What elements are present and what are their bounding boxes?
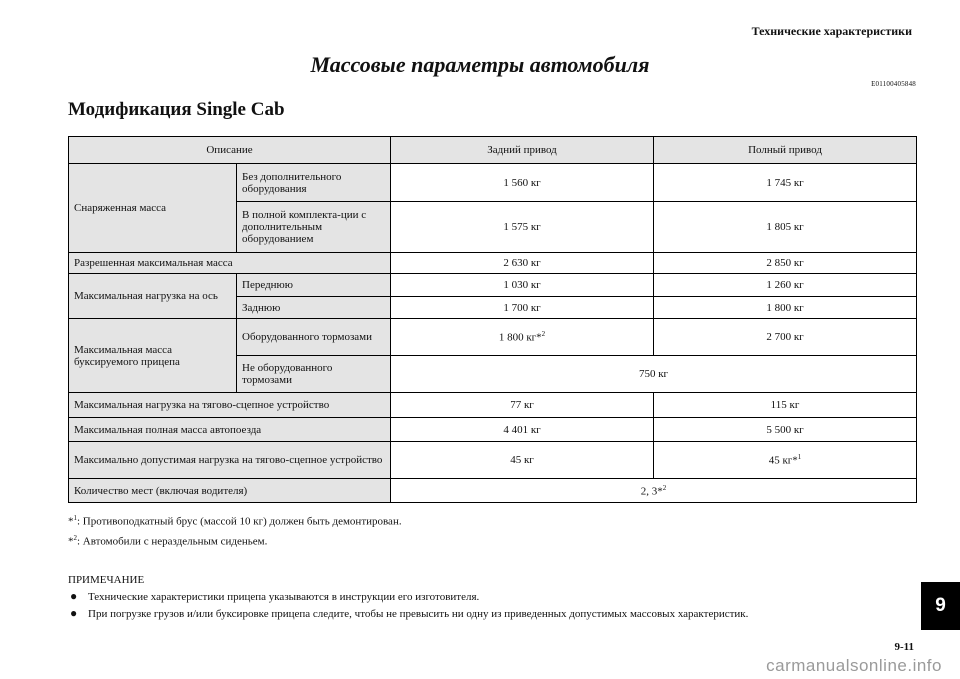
table-header-row xyxy=(69,137,917,164)
page-number: 9-11 xyxy=(894,641,914,653)
header-awd: Полный привод xyxy=(654,137,917,164)
value-rwd: 77 кг xyxy=(391,393,654,418)
header-description: Описание xyxy=(69,137,391,164)
table-row xyxy=(69,442,917,479)
header-rwd: Задний привод xyxy=(391,137,654,164)
value-awd: 2 700 кг xyxy=(654,319,917,356)
row-sublabel: Заднюю xyxy=(237,297,391,319)
chapter-tab: 9 xyxy=(921,582,960,630)
table-row xyxy=(69,164,917,202)
value-both: 2, 3*$^2$ xyxy=(391,479,917,503)
table-row xyxy=(69,393,917,418)
row-label: Максимально допустимая нагрузка на тягово-сцепное устройство xyxy=(69,442,391,479)
row-label: Максимальная масса буксируемого прицепа xyxy=(69,319,237,393)
table-row xyxy=(69,274,917,297)
footnote: *$^2$: Автомобили с нераздельным сиденьем. xyxy=(68,533,268,548)
value-awd: 1 745 кг xyxy=(654,164,917,202)
value-rwd: 45 кг xyxy=(391,442,654,479)
row-sublabel: В полной комплекта-ции с дополнительным оборудованием xyxy=(237,202,391,253)
row-sublabel: Оборудованного тормозами xyxy=(237,319,391,356)
table-row xyxy=(69,253,917,274)
value-awd: 1 800 кг xyxy=(654,297,917,319)
row-sublabel: Без дополнительного оборудования xyxy=(237,164,391,202)
value-awd: 1 805 кг xyxy=(654,202,917,253)
value-awd: 115 кг xyxy=(654,393,917,418)
value-rwd: 1 800 кг*$^2$ xyxy=(391,319,654,356)
value-both: 750 кг xyxy=(391,356,917,393)
row-sublabel: Не оборудованного тормозами xyxy=(237,356,391,393)
row-label: Разрешенная максимальная масса xyxy=(69,253,391,274)
row-label: Максимальная полная масса автопоезда xyxy=(69,418,391,442)
value-awd: 2 850 кг xyxy=(654,253,917,274)
note-heading: ПРИМЕЧАНИЕ xyxy=(68,574,145,586)
row-label: Максимальная нагрузка на ось xyxy=(69,274,237,319)
page-title: Массовые параметры автомобиля xyxy=(310,52,650,77)
value-rwd: 1 030 кг xyxy=(391,274,654,297)
value-rwd: 4 401 кг xyxy=(391,418,654,442)
value-awd: 1 260 кг xyxy=(654,274,917,297)
note-item: ● Технические характеристики прицепа указываются в инструкции его изготовителя. xyxy=(70,589,480,603)
note-block xyxy=(68,572,748,622)
row-label: Количество мест (включая водителя) xyxy=(69,479,391,503)
mass-spec-table xyxy=(68,136,917,503)
row-sublabel: Переднюю xyxy=(237,274,391,297)
note-item: ● При погрузке грузов и/или буксировке прицепа следите, чтобы не превысить ни одну из приведенных допустимых массовых характеристик. xyxy=(70,606,749,620)
value-rwd: 1 560 кг xyxy=(391,164,654,202)
value-rwd: 2 630 кг xyxy=(391,253,654,274)
row-label: Максимальная нагрузка на тягово-сцепное устройство xyxy=(69,393,391,418)
table-row xyxy=(69,319,917,356)
footnotes xyxy=(68,510,402,549)
table-row xyxy=(69,418,917,442)
table-row xyxy=(69,479,917,503)
bullet-icon: ● xyxy=(70,606,78,620)
footnote: *$^1$: Противоподкатный брус (массой 10 кг) должен быть демонтирован. xyxy=(68,514,402,528)
bullet-icon: ● xyxy=(70,589,78,603)
section-header: Технические характеристики xyxy=(751,24,912,38)
row-label: Снаряженная масса xyxy=(69,164,237,253)
document-code: E01100405848 xyxy=(871,80,916,88)
section-subtitle: Модификация Single Cab xyxy=(68,99,285,120)
value-awd: 45 кг*$^1$ xyxy=(654,442,917,479)
value-rwd: 1 700 кг xyxy=(391,297,654,319)
value-rwd: 1 575 кг xyxy=(391,202,654,253)
watermark: carmanualsonline.info xyxy=(766,656,942,675)
value-awd: 5 500 кг xyxy=(654,418,917,442)
